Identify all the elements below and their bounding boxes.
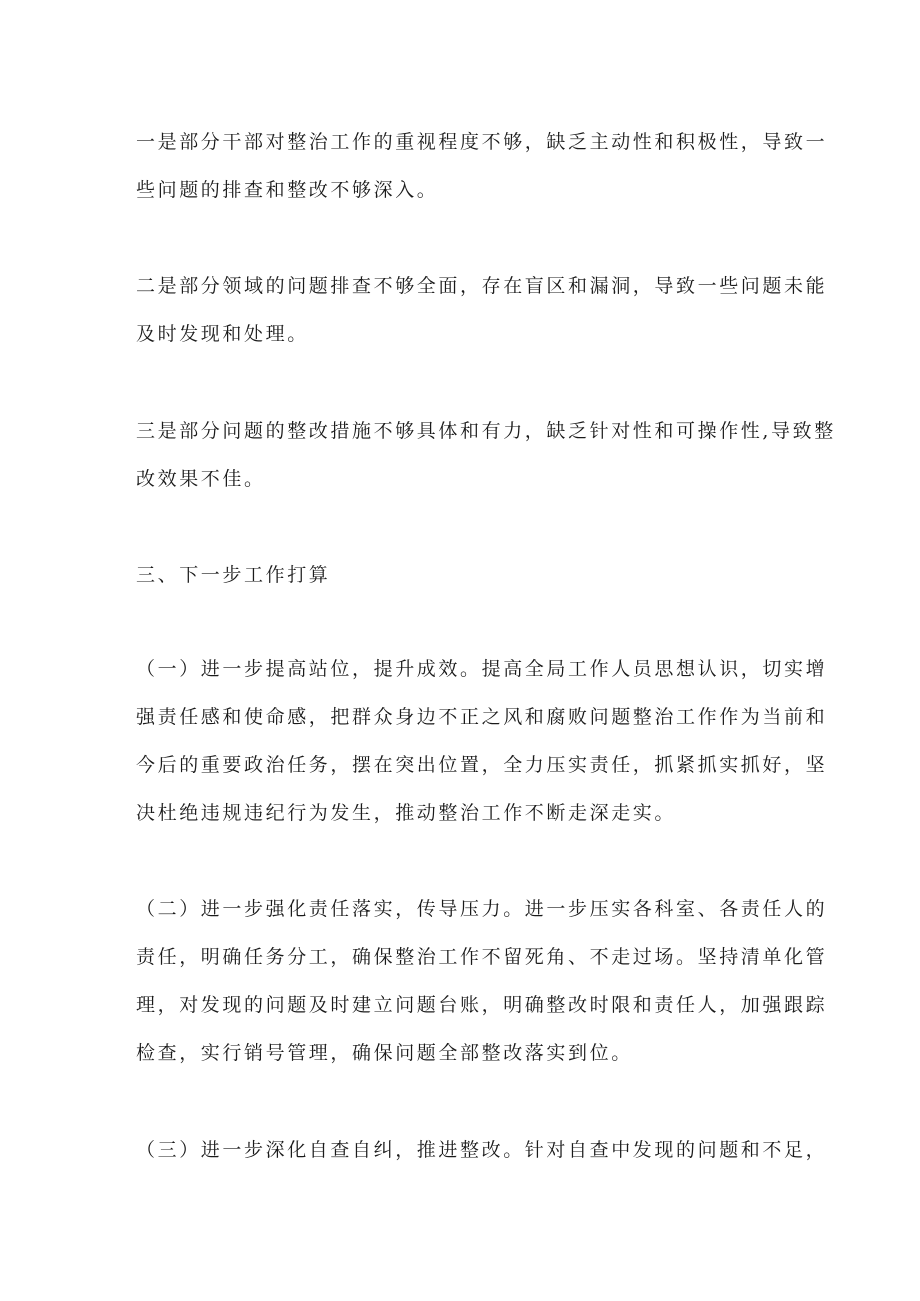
text-line: 检查，实行销号管理，确保问题全部整改落实到位。	[136, 1042, 633, 1064]
text-line: 些问题的排查和整改不够深入。	[136, 179, 439, 201]
text-line: （一）进一步提高站位，提升成效。提高全局工作人员思想认识，切实增	[136, 658, 828, 680]
text-line: 三是部分问题的整改措施不够具体和有力，缺乏针对性和可操作性,导致整	[136, 420, 836, 442]
text-line: 强责任感和使命感，把群众身边不正之风和腐败问题整治工作作为当前和	[136, 706, 828, 728]
text-line: （三）进一步深化自查自纠，推进整改。针对自查中发现的问题和不足，	[136, 1139, 828, 1161]
text-line: （二）进一步强化责任落实，传导压力。进一步压实各科室、各责任人的	[136, 898, 828, 920]
item-one	[136, 645, 828, 837]
paragraph-problem-two	[136, 262, 828, 358]
text-line: 理，对发现的问题及时建立问题台账，明确整改时限和责任人，加强跟踪	[136, 994, 828, 1016]
item-three	[136, 1126, 828, 1174]
text-line: 改效果不佳。	[136, 468, 266, 490]
text-line: 今后的重要政治任务，摆在突出位置，全力压实责任，抓紧抓实抓好，坚	[136, 754, 828, 776]
item-two	[136, 885, 828, 1077]
paragraph-problem-three	[136, 407, 836, 503]
section-heading: 三、下一步工作打算	[136, 564, 331, 586]
text-line: 责任，明确任务分工，确保整治工作不留死角、不走过场。坚持清单化管	[136, 946, 828, 968]
text-line: 决杜绝违规违纪行为发生，推动整治工作不断走深走实。	[136, 802, 677, 824]
text-line: 及时发现和处理。	[136, 323, 309, 345]
text-line: 一是部分干部对整治工作的重视程度不够，缺乏主动性和积极性，导致一	[136, 131, 828, 153]
paragraph-problem-one	[136, 118, 828, 214]
text-line: 二是部分领域的问题排查不够全面，存在盲区和漏洞，导致一些问题未能	[136, 275, 828, 297]
